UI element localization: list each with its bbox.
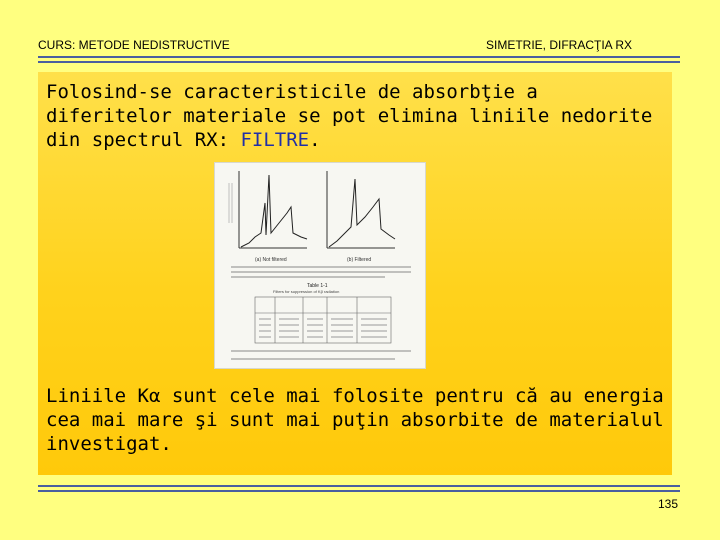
section-title: SIMETRIE, DIFRACŢIA RX [486, 38, 633, 52]
table-title: Table 1-1 [307, 283, 328, 289]
graph-right-caption: (b) Filtered [347, 257, 372, 263]
table-subtitle: Filters for suppression of Kβ radiation [273, 289, 340, 294]
footer-divider [38, 485, 680, 492]
intro-text: Folosind-se caracteristicile de absorbţie a diferitelor materiale se pot elimina liniile nedorite din spectrul RX: [46, 81, 653, 151]
filters-highlight: FILTRE [240, 129, 310, 151]
filter-figure [214, 162, 426, 369]
figure-footnote [231, 351, 411, 359]
header-divider [38, 56, 680, 63]
figure-graphic [215, 163, 425, 368]
conclusion-paragraph: Liniile Kα sunt cele mai folosite pentru că au energia cea mai mare şi sunt mai puţin absorbite de materialul investigat. [46, 385, 664, 455]
table-cells [259, 319, 387, 337]
spectrum-unfiltered [229, 171, 307, 248]
figure-caption [231, 267, 411, 277]
filter-table [255, 297, 391, 343]
slide-content [38, 72, 672, 475]
course-title: CURS: METODE NEDISTRUCTIVE [38, 38, 230, 52]
page-number: 135 [657, 497, 678, 511]
spectrum-filtered [327, 171, 395, 248]
graph-left-caption: (a) Not filtered [255, 257, 287, 263]
intro-end: . [309, 129, 321, 151]
intro-paragraph [46, 80, 672, 152]
